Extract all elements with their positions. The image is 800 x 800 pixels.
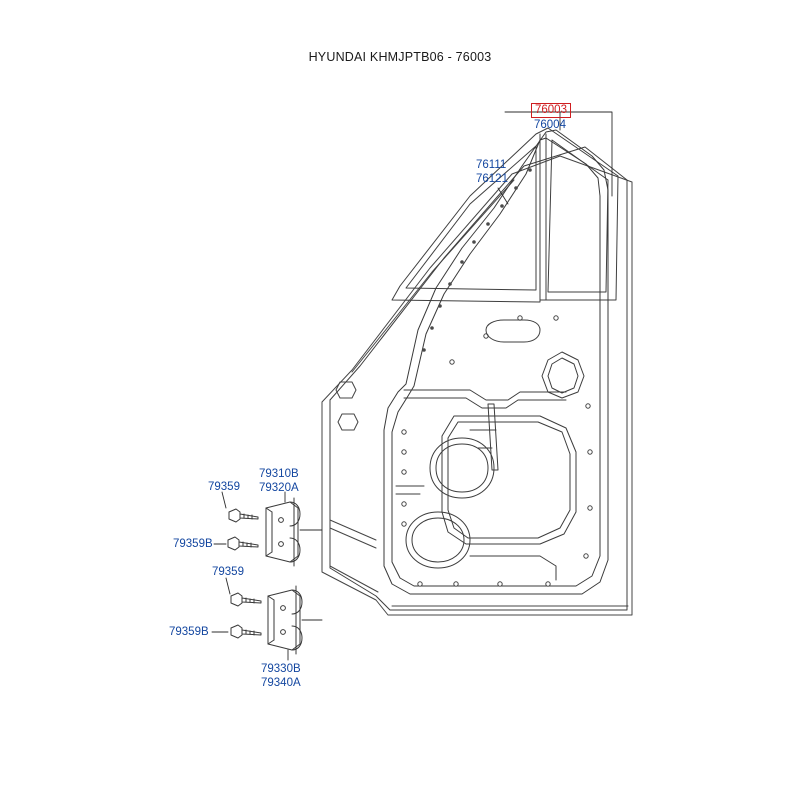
bolt-79359-lower: [231, 593, 261, 606]
page-title: HYUNDAI KHMJPTB06 - 76003: [308, 50, 492, 64]
door-outer-panel: [322, 156, 632, 615]
label-79310B[interactable]: 79310B: [259, 468, 299, 480]
inner-panel-openings: [396, 416, 576, 580]
regulator-detail: [470, 404, 498, 470]
label-76121[interactable]: 76121: [476, 173, 508, 185]
label-79359-lower[interactable]: 79359: [212, 566, 244, 578]
window-frame: [392, 128, 618, 302]
label-79359B-upper[interactable]: 79359B: [173, 538, 213, 550]
label-79340A[interactable]: 79340A: [261, 677, 301, 689]
label-79359-upper[interactable]: 79359: [208, 481, 240, 493]
body-side-detail: [330, 382, 376, 548]
inner-panel-upper-detail: [404, 352, 584, 498]
label-76004[interactable]: 76004: [534, 119, 566, 131]
label-79320A[interactable]: 79320A: [259, 482, 299, 494]
label-76111[interactable]: 76111: [476, 159, 507, 171]
leader-lines: [212, 112, 612, 660]
frame-rivets: [423, 169, 532, 352]
label-79359B-lower[interactable]: 79359B: [169, 626, 209, 638]
hinge-upper: [266, 498, 300, 566]
bolt-79359-upper: [229, 509, 258, 522]
door-handle-recess: [486, 320, 540, 342]
bolt-79359B-upper: [228, 537, 258, 550]
label-79330B[interactable]: 79330B: [261, 663, 301, 675]
bolt-79359B-lower: [231, 625, 261, 638]
door-shell: [330, 147, 627, 610]
label-76003[interactable]: 76003: [531, 103, 571, 118]
hinge-lower: [268, 586, 302, 654]
